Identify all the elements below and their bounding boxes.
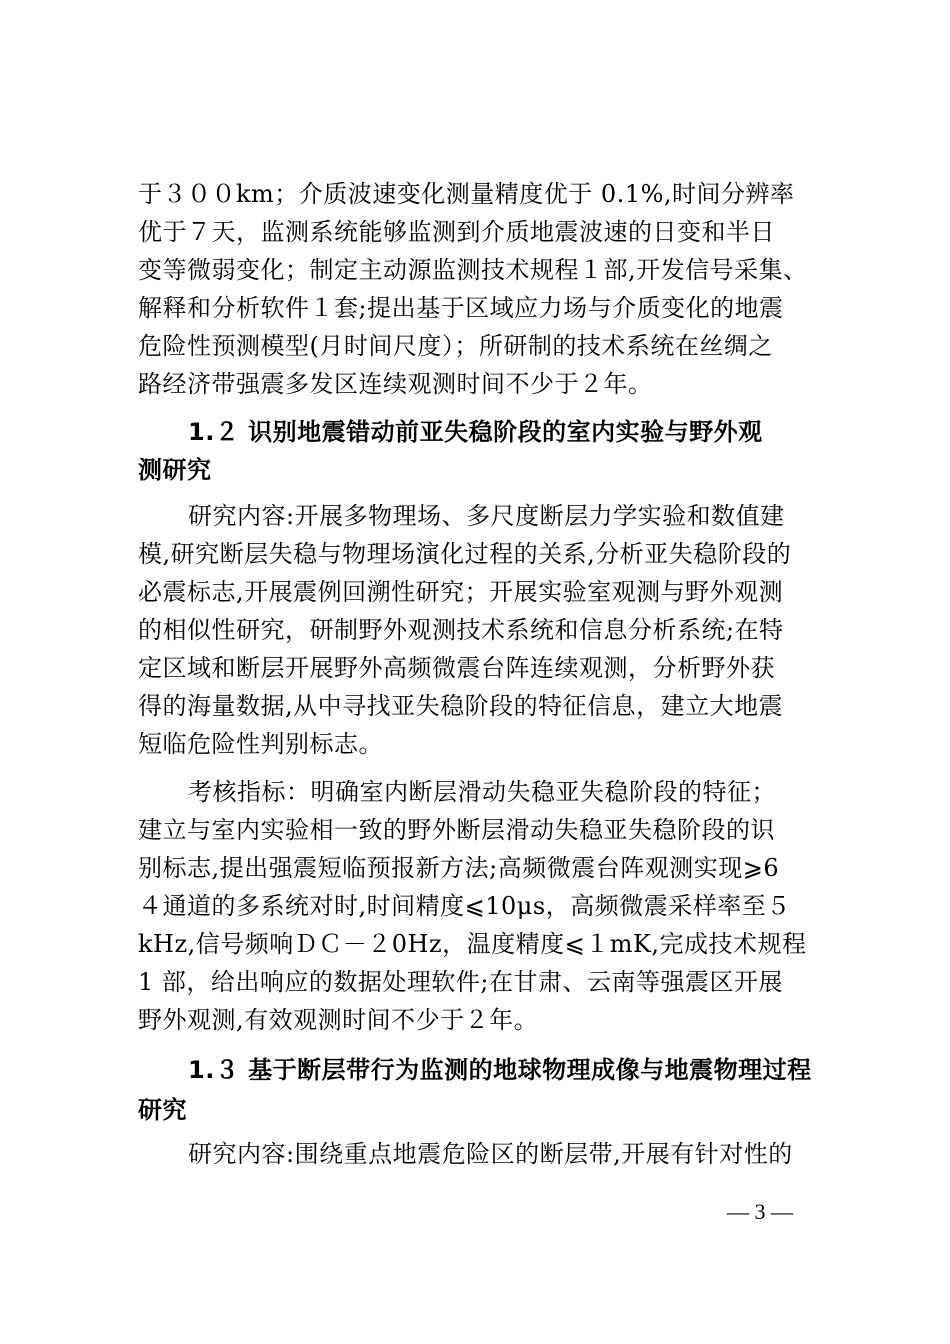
text-line: 于３００km；介质波速变化测量精度优于 0.1%,时间分辨率 — [138, 180, 795, 208]
text-line: kHz,信号频响ＤＣ－２0Hz，温度精度⩽１mK,完成技术规程 — [138, 930, 807, 958]
section-heading-1-2: 1.２ 识别地震错动前亚失稳阶段的室内实验与野外观 — [188, 418, 763, 446]
text-line: 野外观测,有效观测时间不少于２年。 — [138, 1006, 539, 1034]
text-line: 危险性预测模型(月时间尺度）；所研制的技术系统在丝绸之 — [138, 332, 773, 360]
text-line: 的相似性研究，研制野外观测技术系统和信息分析系统;在特 — [138, 616, 784, 644]
text-line: 优于７天，监测系统能够监测到介质地震波速的日变和半日 — [138, 218, 775, 246]
page-number: — 3 — — [727, 1199, 793, 1224]
section-heading-1-3-cont: 研究 — [138, 1096, 187, 1124]
text-line: 建立与室内实验相一致的野外断层滑动失稳亚失稳阶段的识 — [138, 816, 775, 844]
text-line: 短临危险性判别标志。 — [138, 730, 383, 758]
text-line: 必震标志,开展震例回溯性研究；开展实验室观测与野外观测 — [138, 578, 784, 606]
text-line: 别标志,提出强震短临预报新方法;高频微震台阵观测实现⩾6 — [138, 854, 780, 882]
paragraph-start: 考核指标：明确室内断层滑动失稳亚失稳阶段的特征； — [188, 778, 776, 806]
text-line: 路经济带强震多发区连续观测时间不少于２年。 — [138, 370, 653, 398]
text-line: 得的海量数据,从中寻找亚失稳阶段的特征信息，建立大地震 — [138, 692, 784, 720]
section-heading-1-3: 1.３ 基于断层带行为监测的地球物理成像与地震物理过程 — [188, 1056, 812, 1084]
text-line: 模,研究断层失稳与物理场演化过程的关系,分析亚失稳阶段的 — [138, 540, 792, 568]
text-line: 变等微弱变化；制定主动源监测技术规程１部,开发信号采集、 — [138, 256, 808, 284]
text-line: 解释和分析软件１套;提出基于区域应力场与介质变化的地震 — [138, 294, 784, 322]
paragraph-start: 研究内容:开展多物理场、多尺度断层力学实验和数值建 — [188, 502, 785, 530]
text-line: 定区域和断层开展野外高频微震台阵连续观测，分析野外获 — [138, 654, 775, 682]
text-line: 1 部，给出响应的数据处理软件;在甘肃、云南等强震区开展 — [138, 968, 783, 996]
section-heading-1-2-cont: 测研究 — [138, 456, 212, 484]
paragraph-start: 研究内容:围绕重点地震危险区的断层带,开展有针对性的 — [188, 1140, 793, 1168]
text-line: ４通道的多系统对时,时间精度⩽10μs，高频微震采样率至５ — [138, 892, 791, 920]
